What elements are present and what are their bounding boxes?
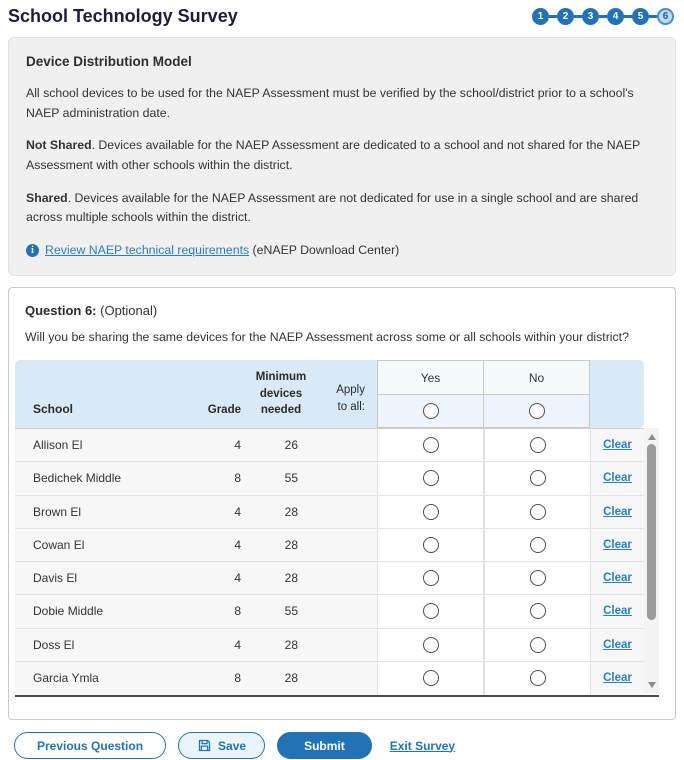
grade-cell: 4	[234, 537, 241, 552]
school-name-cell: Allison El	[33, 438, 83, 453]
yes-column-label: Yes	[378, 361, 483, 395]
step-connector	[624, 15, 632, 18]
stepper	[532, 8, 676, 25]
apply-spacer-cell	[315, 496, 377, 528]
apply-spacer-cell	[315, 429, 377, 461]
grade-cell: 4	[234, 504, 241, 519]
no-cell	[484, 562, 591, 594]
question-number-label: Question 6:	[25, 303, 97, 319]
school-name-cell: Davis El	[33, 571, 78, 586]
grade-cell: 4	[234, 438, 241, 453]
grade-cell: 4	[234, 637, 241, 652]
header-min-devices-text: Minimum devices needed	[255, 371, 307, 417]
table-row	[15, 562, 644, 595]
no-radio[interactable]	[530, 437, 546, 453]
yes-radio[interactable]	[423, 470, 439, 486]
grade-cell: 8	[234, 471, 241, 486]
grade-cell: 8	[234, 671, 241, 686]
school-name-cell: Garcia Ymla	[33, 671, 99, 686]
no-cell	[484, 662, 591, 695]
min-devices-cell: 26	[284, 438, 298, 453]
yes-cell	[377, 496, 484, 528]
shared-term: Shared	[26, 190, 68, 205]
min-devices-cell: 28	[284, 637, 298, 652]
link-suffix: (eNAEP Download Center)	[249, 243, 400, 258]
no-radio[interactable]	[530, 504, 546, 520]
footer-actions	[8, 732, 676, 759]
scroll-down-arrow-icon[interactable]	[648, 682, 656, 688]
no-cell	[484, 629, 591, 661]
no-radio[interactable]	[530, 603, 546, 619]
min-devices-cell: 55	[284, 471, 298, 486]
save-button[interactable]	[178, 732, 265, 759]
info-paragraph-not-shared	[26, 136, 658, 175]
question-optional-label: (Optional)	[100, 303, 158, 319]
min-devices-cell: 28	[284, 571, 298, 586]
previous-question-button[interactable]: Previous Question	[14, 732, 166, 759]
yes-cell	[377, 429, 484, 461]
yes-cell	[377, 562, 484, 594]
clear-cell	[591, 662, 644, 695]
step-3[interactable]: 3	[582, 8, 599, 25]
grade-cell: 4	[234, 571, 241, 586]
shared-text: . Devices available for the NAEP Assessment are not dedicated for use in a single school and are shared across multiple schools within the district.	[26, 190, 639, 225]
clear-cell	[591, 629, 644, 661]
min-devices-cell: 28	[284, 671, 298, 686]
school-name-cell: Cowan El	[33, 537, 85, 552]
yes-cell	[377, 595, 484, 627]
min-devices-cell: 28	[284, 537, 298, 552]
header-clear-column	[590, 360, 644, 428]
step-connector	[549, 15, 557, 18]
scroll-up-arrow-icon[interactable]	[648, 434, 656, 440]
school-name-cell: Brown El	[33, 504, 82, 519]
no-radio[interactable]	[530, 470, 546, 486]
step-6[interactable]: 6	[657, 8, 674, 25]
table-header	[15, 360, 644, 428]
info-paragraph-shared	[26, 189, 658, 228]
clear-cell	[591, 429, 644, 461]
table-row	[15, 595, 644, 628]
step-connector	[599, 15, 607, 18]
step-4[interactable]: 4	[607, 8, 624, 25]
table-row	[15, 662, 644, 695]
apply-spacer-cell	[315, 629, 377, 661]
yes-radio[interactable]	[423, 504, 439, 520]
header-grade: Grade	[207, 404, 241, 417]
clear-cell	[591, 462, 644, 494]
table-body	[15, 428, 644, 695]
no-cell	[484, 595, 591, 627]
technical-requirements-line	[26, 243, 658, 257]
clear-link[interactable]: Clear	[603, 439, 632, 452]
apply-all-no-cell	[484, 395, 589, 427]
info-icon: i	[26, 244, 39, 257]
apply-spacer-cell	[315, 595, 377, 627]
no-radio[interactable]	[530, 537, 546, 553]
yes-radio[interactable]	[423, 603, 439, 619]
exit-survey-link[interactable]: Exit Survey	[389, 738, 456, 753]
header-school: School	[33, 402, 74, 417]
no-cell	[484, 462, 591, 494]
school-name-cell: Bedichek Middle	[33, 471, 122, 486]
clear-link[interactable]: Clear	[603, 505, 632, 518]
no-cell	[484, 496, 591, 528]
min-devices-cell: 55	[284, 604, 298, 619]
clear-cell	[591, 529, 644, 561]
apply-all-yes-radio[interactable]	[423, 403, 439, 419]
clear-link[interactable]: Clear	[603, 605, 632, 618]
link-wrap	[45, 243, 399, 257]
step-2[interactable]: 2	[557, 8, 574, 25]
apply-all-no-radio[interactable]	[529, 403, 545, 419]
not-shared-term: Not Shared	[26, 138, 92, 153]
no-radio[interactable]	[530, 637, 546, 653]
table-row	[15, 462, 644, 495]
yes-radio[interactable]	[423, 670, 439, 686]
schools-table	[15, 360, 659, 697]
step-connector	[649, 15, 657, 18]
no-cell	[484, 429, 591, 461]
clear-link[interactable]: Clear	[603, 672, 632, 685]
yes-cell	[377, 529, 484, 561]
page-title: School Technology Survey	[8, 6, 238, 26]
info-paragraph-verify: All school devices to be used for the NAEP Assessment must be verified by the school/district prior to a school's NAEP administration date.	[26, 86, 634, 120]
table-row	[15, 429, 644, 462]
question-label-line	[25, 303, 659, 318]
no-column-label: No	[484, 361, 589, 395]
info-panel-heading: Device Distribution Model	[26, 54, 192, 69]
save-button-label: Save	[218, 738, 247, 753]
table-row	[15, 529, 644, 562]
header-apply-to-all-text: Apply to all:	[336, 384, 365, 413]
step-connector	[574, 15, 582, 18]
clear-link[interactable]: Clear	[603, 638, 632, 651]
top-bar	[8, 0, 676, 37]
header-no-column	[483, 360, 590, 428]
table-row	[15, 496, 644, 529]
yes-cell	[377, 629, 484, 661]
school-name-cell: Dobie Middle	[33, 604, 104, 619]
scrollbar-thumb[interactable]	[647, 444, 656, 620]
clear-link[interactable]: Clear	[603, 472, 632, 485]
clear-link[interactable]: Clear	[603, 538, 632, 551]
clear-link[interactable]: Clear	[603, 572, 632, 585]
apply-spacer-cell	[315, 562, 377, 594]
question-prompt: Will you be sharing the same devices for the NAEP Assessment across some or all schools within your district?	[25, 330, 629, 345]
apply-spacer-cell	[315, 662, 377, 695]
no-radio[interactable]	[530, 570, 546, 586]
apply-all-yes-cell	[378, 395, 483, 427]
min-devices-cell: 28	[284, 504, 298, 519]
not-shared-text: . Devices available for the NAEP Assessment are dedicated to a school and not shared for the NAEP Assessment with other schools within the district.	[26, 138, 641, 173]
yes-cell	[377, 462, 484, 494]
apply-spacer-cell	[315, 529, 377, 561]
yes-radio[interactable]	[423, 437, 439, 453]
yes-radio[interactable]	[423, 570, 439, 586]
table-row	[15, 629, 644, 662]
no-radio[interactable]	[530, 670, 546, 686]
table-scrollbar[interactable]	[644, 428, 659, 694]
yes-cell	[377, 662, 484, 695]
clear-cell	[591, 595, 644, 627]
grade-cell: 8	[234, 604, 241, 619]
submit-button[interactable]: Submit	[277, 732, 372, 759]
clear-cell	[591, 496, 644, 528]
save-floppy-icon	[197, 738, 212, 753]
apply-spacer-cell	[315, 462, 377, 494]
header-apply-to-all	[315, 360, 377, 428]
step-1[interactable]: 1	[532, 8, 549, 25]
header-yes-column	[377, 360, 484, 428]
step-5[interactable]: 5	[632, 8, 649, 25]
device-distribution-panel	[8, 37, 676, 276]
no-cell	[484, 529, 591, 561]
yes-radio[interactable]	[423, 537, 439, 553]
school-name-cell: Doss El	[33, 637, 75, 652]
question-panel	[8, 287, 676, 720]
yes-radio[interactable]	[423, 637, 439, 653]
review-naep-requirements-link[interactable]: Review NAEP technical requirements	[45, 243, 250, 258]
header-min-devices	[247, 360, 315, 428]
clear-cell	[591, 562, 644, 594]
